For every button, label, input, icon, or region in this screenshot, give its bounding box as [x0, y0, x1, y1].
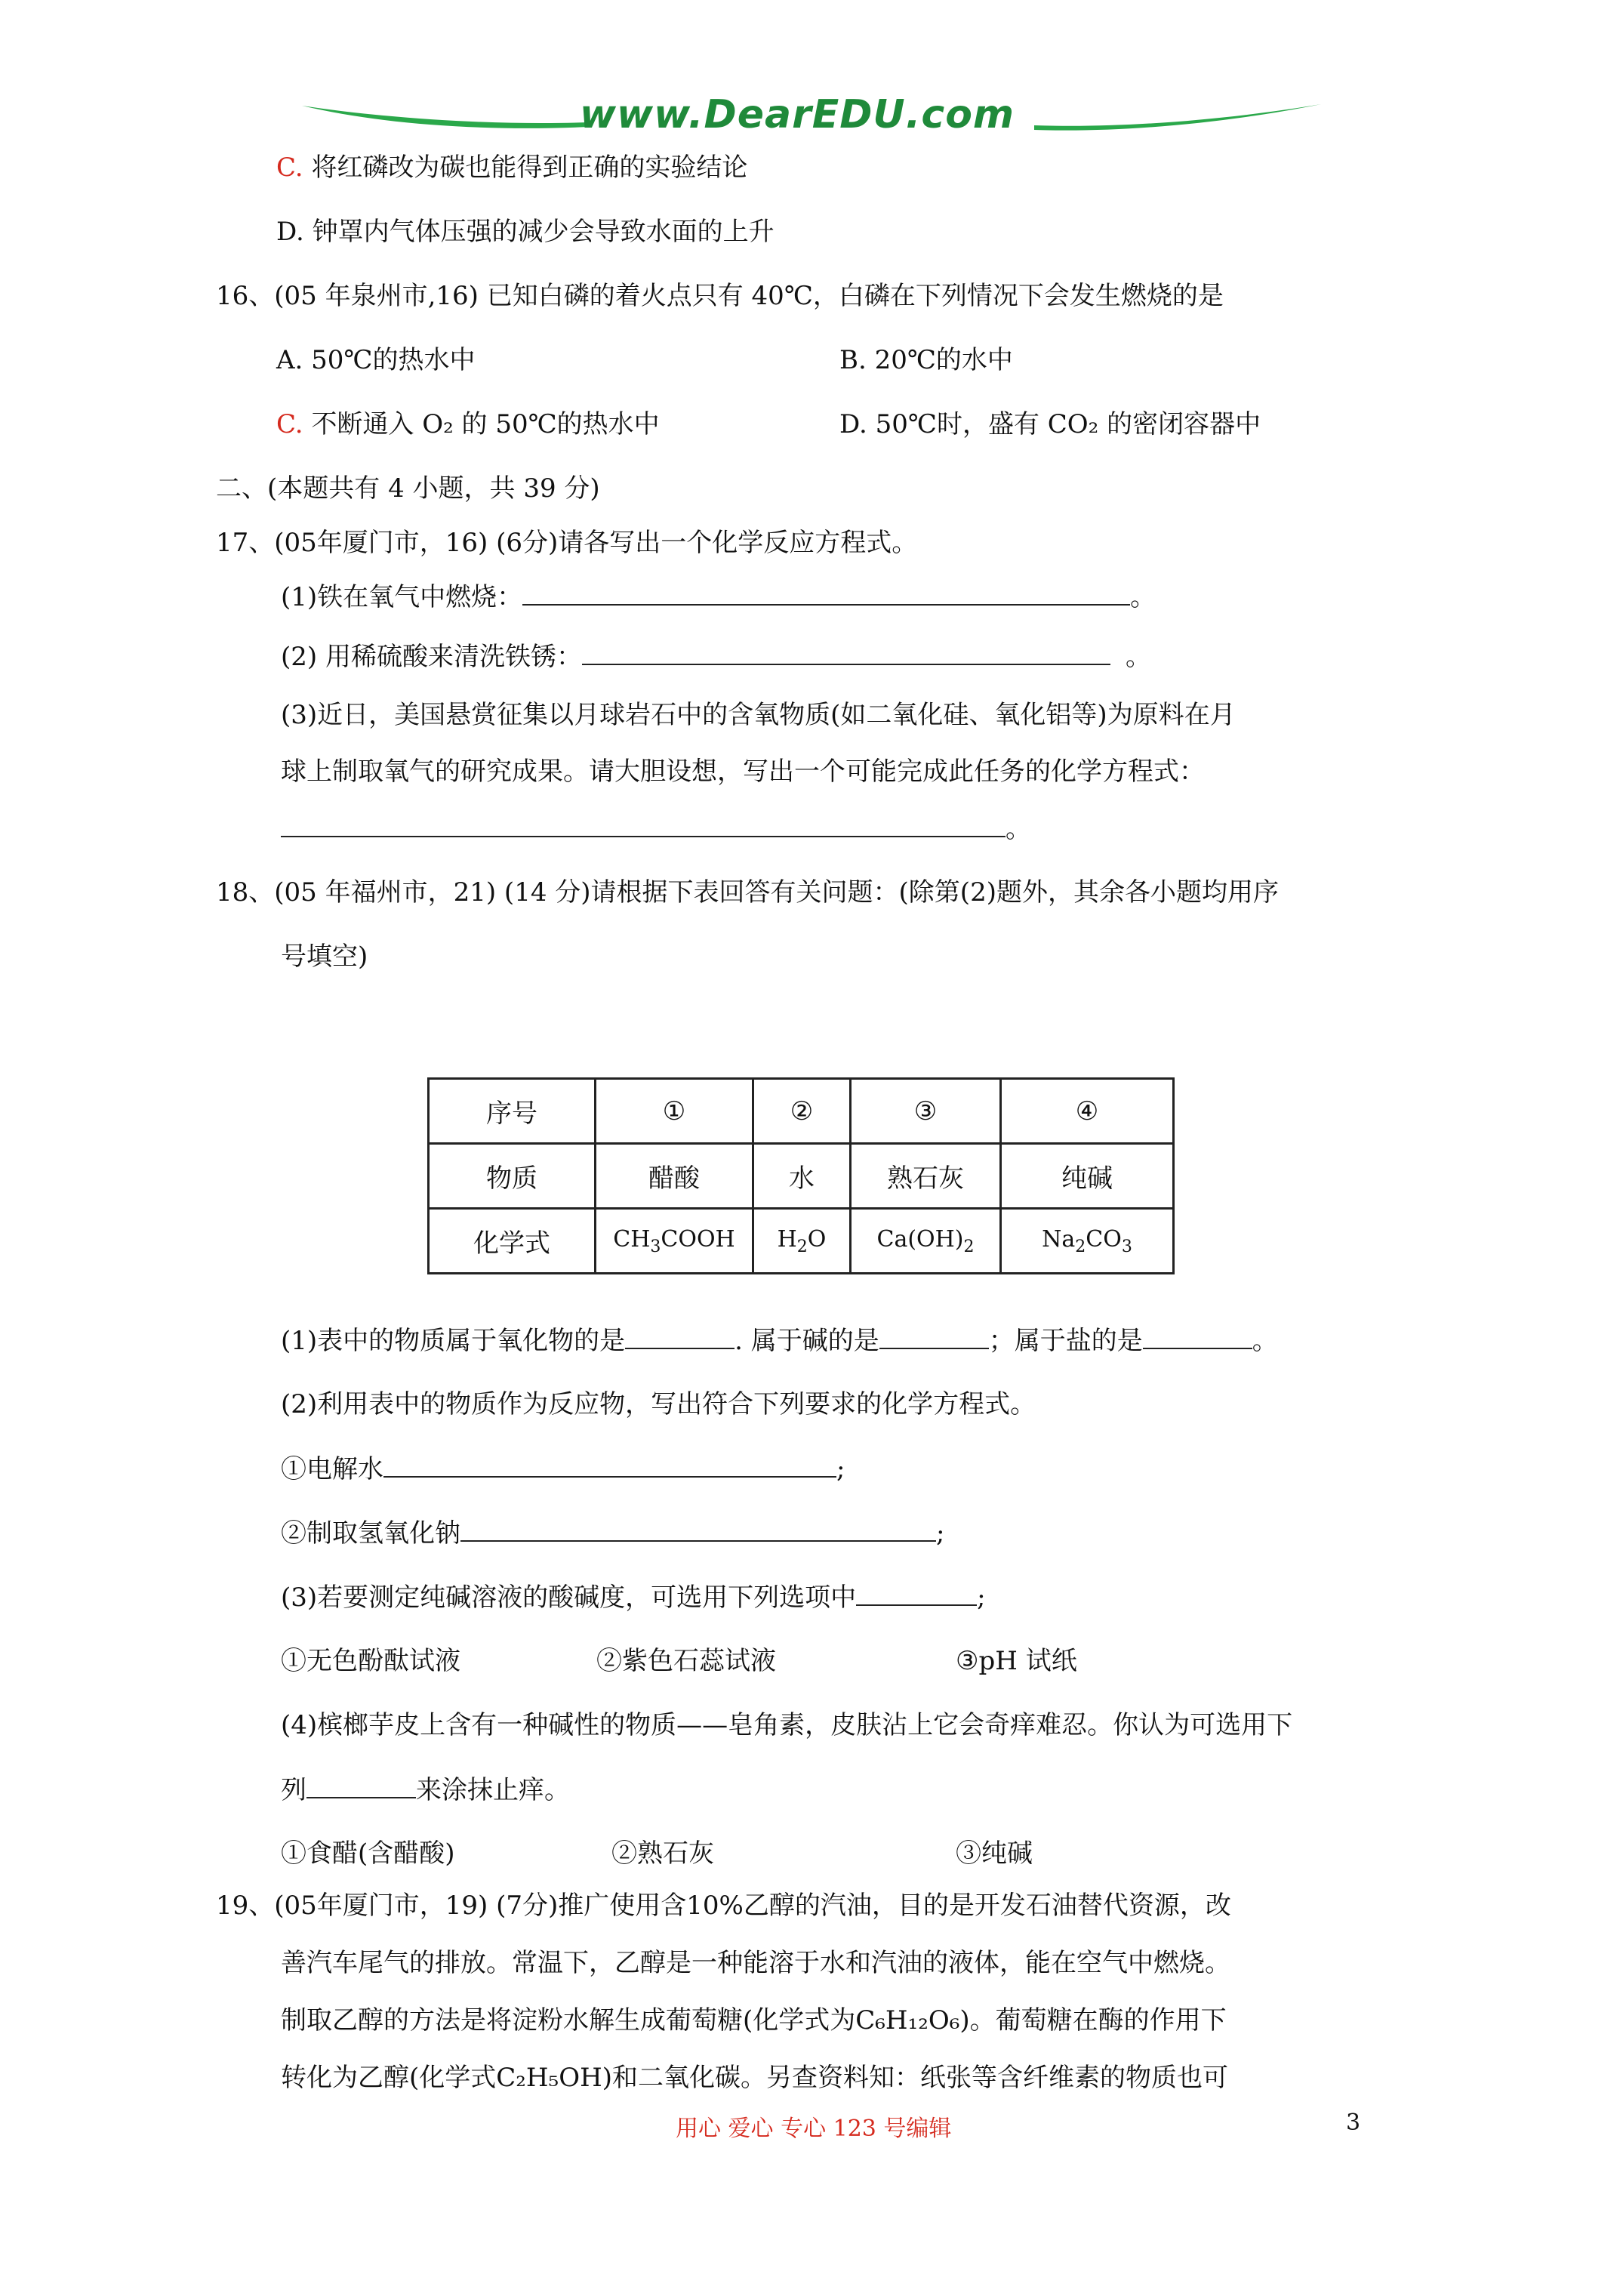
q18-stem-line2: 号填空) — [281, 942, 368, 972]
q17-part3-line1: (3)近日，美国悬赏征集以月球岩石中的含氧物质(如二氧化硅、氧化铝等)为原料在月 — [281, 700, 1236, 730]
q18-part3-option-2: ②紫色石蕊试液 — [596, 1646, 776, 1676]
answer-blank[interactable] — [856, 1580, 977, 1606]
header-swoosh-left — [302, 103, 589, 133]
q17-stem: 17、(05年厦门市，16) (6分)请各写出一个化学反应方程式。 — [216, 528, 918, 558]
substance-table — [427, 1077, 1175, 1274]
row-header: 化学式 — [429, 1209, 596, 1274]
section-title: 二、(本题共有 4 小题，共 39 分) — [216, 473, 600, 504]
table-cell: 水 — [753, 1144, 851, 1209]
q18-part4-option-2: ②熟石灰 — [611, 1838, 714, 1869]
table-cell: 熟石灰 — [851, 1144, 1001, 1209]
answer-blank[interactable] — [306, 1773, 416, 1798]
q15-option-d: D. 钟罩内气体压强的减少会导致水面的上升 — [276, 217, 775, 247]
row-header: 序号 — [429, 1079, 596, 1144]
q18-part4-option-3: ③纯碱 — [956, 1838, 1033, 1869]
q18-part1: (1)表中的物质属于氧化物的是 . 属于碱的是 ；属于盐的是 。 — [281, 1324, 1278, 1358]
table-cell: 纯碱 — [1001, 1144, 1174, 1209]
q17-part3-line2: 球上制取氧气的研究成果。请大胆设想，写出一个可能完成此任务的化学方程式： — [281, 757, 1205, 787]
site-logo-text: www.DearEDU.com — [580, 92, 1015, 137]
q18-part2-2: ②制取氢氧化钠 ; — [281, 1516, 944, 1550]
q18-part4-option-1: ①食醋(含醋酸) — [281, 1838, 455, 1869]
formula-cell: $CH_3COOH$ — [596, 1209, 753, 1274]
q16-option-b: B. 20℃的水中 — [839, 345, 1013, 375]
answer-blank[interactable] — [522, 580, 1130, 606]
q18-part2: (2)利用表中的物质作为反应物，写出符合下列要求的化学方程式。 — [281, 1389, 1036, 1419]
answer-blank[interactable] — [383, 1452, 836, 1478]
q15-option-c — [276, 151, 747, 184]
table-row — [429, 1144, 1174, 1209]
option-letter: C. — [276, 409, 303, 439]
q19-line2: 善汽车尾气的排放。常温下，乙醇是一种能溶于水和汽油的液体，能在空气中燃烧。 — [281, 1948, 1230, 1978]
answer-blank[interactable] — [879, 1324, 989, 1349]
footer-text: 用心 爱心 专心 123 号编辑 — [676, 2116, 952, 2142]
answer-blank[interactable] — [281, 812, 1006, 837]
q19-line4: 转化为乙醇(化学式C₂H₅OH)和二氧化碳。另查资料知：纸张等含纤维素的物质也可 — [281, 2063, 1228, 2093]
q16-stem: 16、(05 年泉州市,16) 已知白磷的着火点只有 40℃，白磷在下列情况下会发生燃烧的是 — [216, 281, 1224, 311]
option-text: 不断通入 O₂ 的 50℃的热水中 — [311, 409, 660, 439]
table-row — [429, 1209, 1174, 1274]
formula-cell: $Ca(OH)_2$ — [851, 1209, 1001, 1274]
table-cell: ① — [596, 1079, 753, 1144]
q18-part3-option-3: ③pH 试纸 — [956, 1646, 1077, 1676]
option-text: 将红磷改为碳也能得到正确的实验结论 — [311, 153, 748, 183]
q18-part2-1: ①电解水 ; — [281, 1452, 845, 1486]
q19-line1: 19、(05年厦门市，19) (7分)推广使用含10%乙醇的汽油，目的是开发石油替代资源，改 — [216, 1891, 1231, 1921]
q18-part4-line2: 列 来涂抹止痒。 — [281, 1773, 570, 1807]
q19-line3: 制取乙醇的方法是将淀粉水解生成葡萄糖(化学式为C₆H₁₂O₆)。葡萄糖在酶的作用下 — [281, 2005, 1227, 2036]
q16-option-a: A. 50℃的热水中 — [276, 345, 476, 375]
table-cell: ② — [753, 1079, 851, 1144]
q18-part4-line1: (4)槟榔芋皮上含有一种碱性的物质——皂角素，皮肤沾上它会奇痒难忍。你认为可选用下 — [281, 1710, 1293, 1740]
answer-blank[interactable] — [582, 639, 1110, 665]
q17-part2: (2) 用稀硫酸来清洗铁锈： 。 — [281, 639, 1151, 673]
q18-stem-line1: 18、(05 年福州市，21) (14 分)请根据下表回答有关问题：(除第(2)题外，其余各小题均用序 — [216, 877, 1279, 908]
q16-option-d: D. 50℃时，盛有 CO₂ 的密闭容器中 — [839, 409, 1261, 439]
q18-part3-option-1: ①无色酚酞试液 — [281, 1646, 460, 1676]
table-cell: ④ — [1001, 1079, 1174, 1144]
table-cell: 醋酸 — [596, 1144, 753, 1209]
q17-part1: (1)铁在氧气中燃烧： 。 — [281, 580, 1156, 614]
table-cell: ③ — [851, 1079, 1001, 1144]
answer-blank[interactable] — [460, 1516, 936, 1542]
q16-option-c — [276, 408, 660, 441]
answer-blank[interactable] — [1143, 1324, 1252, 1349]
q17-part3-line3: 。 — [281, 812, 1031, 846]
option-letter: C. — [276, 153, 303, 183]
formula-cell: $Na_2CO_3$ — [1001, 1209, 1174, 1274]
formula-cell: $H_2O$ — [753, 1209, 851, 1274]
row-header: 物质 — [429, 1144, 596, 1209]
page-number: 3 — [1346, 2110, 1361, 2136]
header-swoosh-right — [1034, 103, 1321, 133]
q18-part3: (3)若要测定纯碱溶液的酸碱度，可选用下列选项中 ; — [281, 1580, 986, 1614]
table-row — [429, 1079, 1174, 1144]
answer-blank[interactable] — [625, 1324, 735, 1349]
